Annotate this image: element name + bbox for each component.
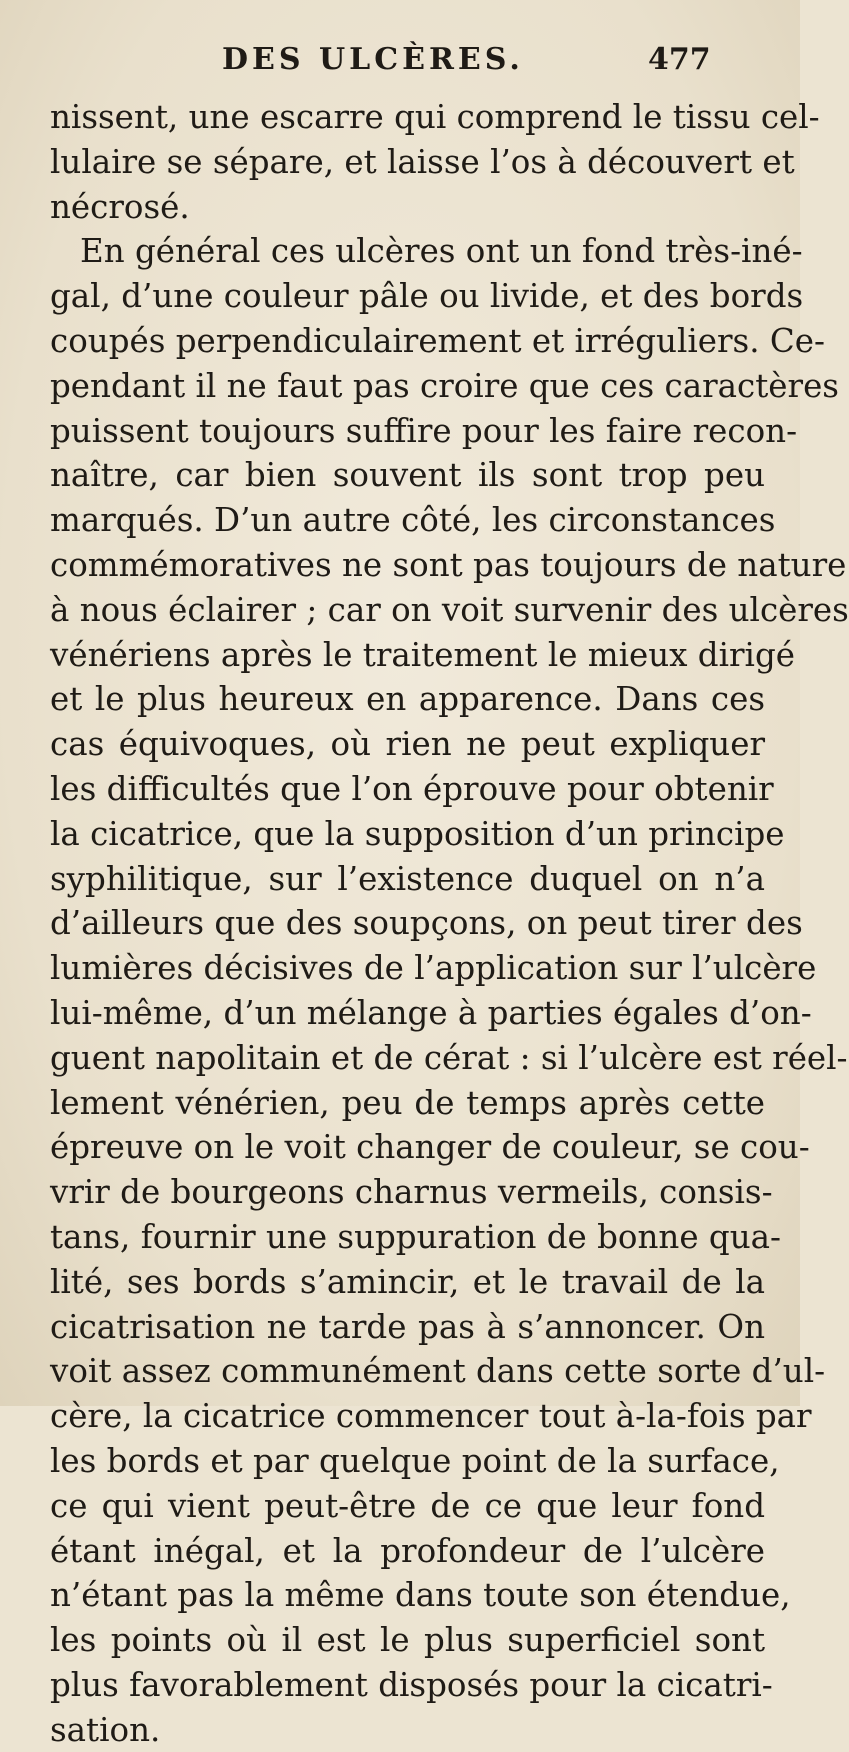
page-number: 477 [648,42,711,77]
text-line: voit assez communément dans cette sorte d’ul- [50,1352,826,1391]
text-line: la cicatrice, que la supposition d’un principe [50,814,785,853]
text-line: plus favorablement disposés pour la cicatri- [50,1665,773,1704]
text-line: pendant il ne faut pas croire que ces caractères [50,366,839,405]
text-line: cicatrisation ne tarde pas à s’annoncer. On [50,1307,765,1346]
text-line: sation. [50,1710,161,1749]
text-line: tans, fournir une suppuration de bonne qua- [50,1217,781,1256]
text-line: vrir de bourgeons charnus vermeils, consis- [50,1173,773,1212]
text-line: lulaire se sépare, et laisse l’os à découvert et [50,142,795,181]
text-line: syphilitique, sur l’existence duquel on n’a [50,859,765,898]
text-line: lité, ses bords s’amincir, et le travail de la [50,1262,765,1301]
text-line: et le plus heureux en apparence. Dans ces [50,680,765,719]
text-line: n’étant pas la même dans toute son étendue, [50,1576,791,1615]
text-line: lement vénérien, peu de temps après cette [50,1083,765,1122]
text-line: étant inégal, et la profondeur de l’ulcère [50,1531,765,1570]
text-line: nécrosé. [50,187,190,226]
text-line: vénériens après le traitement le mieux dirigé [50,635,795,674]
text-line: puissent toujours suffire pour les faire recon- [50,411,798,450]
text-line: les points où il est le plus superficiel sont [50,1621,765,1660]
text-line: lui-même, d’un mélange à parties égales d’on- [50,993,812,1032]
text-line: cère, la cicatrice commencer tout à-la-fois par [50,1397,812,1436]
text-line: épreuve on le voit changer de couleur, se cou- [50,1128,810,1167]
text-line: nissent, une escarre qui comprend le tissu cel- [50,98,820,136]
text-line: naître, car bien souvent ils sont trop peu [50,456,765,495]
text-line: les bords et par quelque point de la surface, [50,1441,780,1480]
text-line: En général ces ulcères ont un fond très-iné- [80,232,803,271]
text-line: coupés perpendiculairement et irréguliers. Ce- [50,321,825,360]
text-line: guent napolitain et de cérat : si l’ulcère est réel- [50,1038,848,1077]
page-header [0,42,800,90]
text-line: les difficultés que l’on éprouve pour obtenir [50,769,774,808]
running-head: DES ULCÈRES. [222,42,524,77]
text-line: d’ailleurs que des soupçons, on peut tirer des [50,904,803,943]
text-line: marqués. D’un autre côté, les circonstances [50,501,776,540]
text-line: ce qui vient peut-être de ce que leur fond [50,1486,765,1525]
body-text [50,95,849,1752]
text-line: lumières décisives de l’application sur l’ulcère [50,949,817,988]
text-line: gal, d’une couleur pâle ou livide, et des bords [50,277,804,316]
text-line: commémoratives ne sont pas toujours de nature [50,545,847,584]
text-line: à nous éclairer ; car on voit survenir des ulcères [50,590,849,629]
text-line: cas équivoques, où rien ne peut expliquer [50,725,765,764]
